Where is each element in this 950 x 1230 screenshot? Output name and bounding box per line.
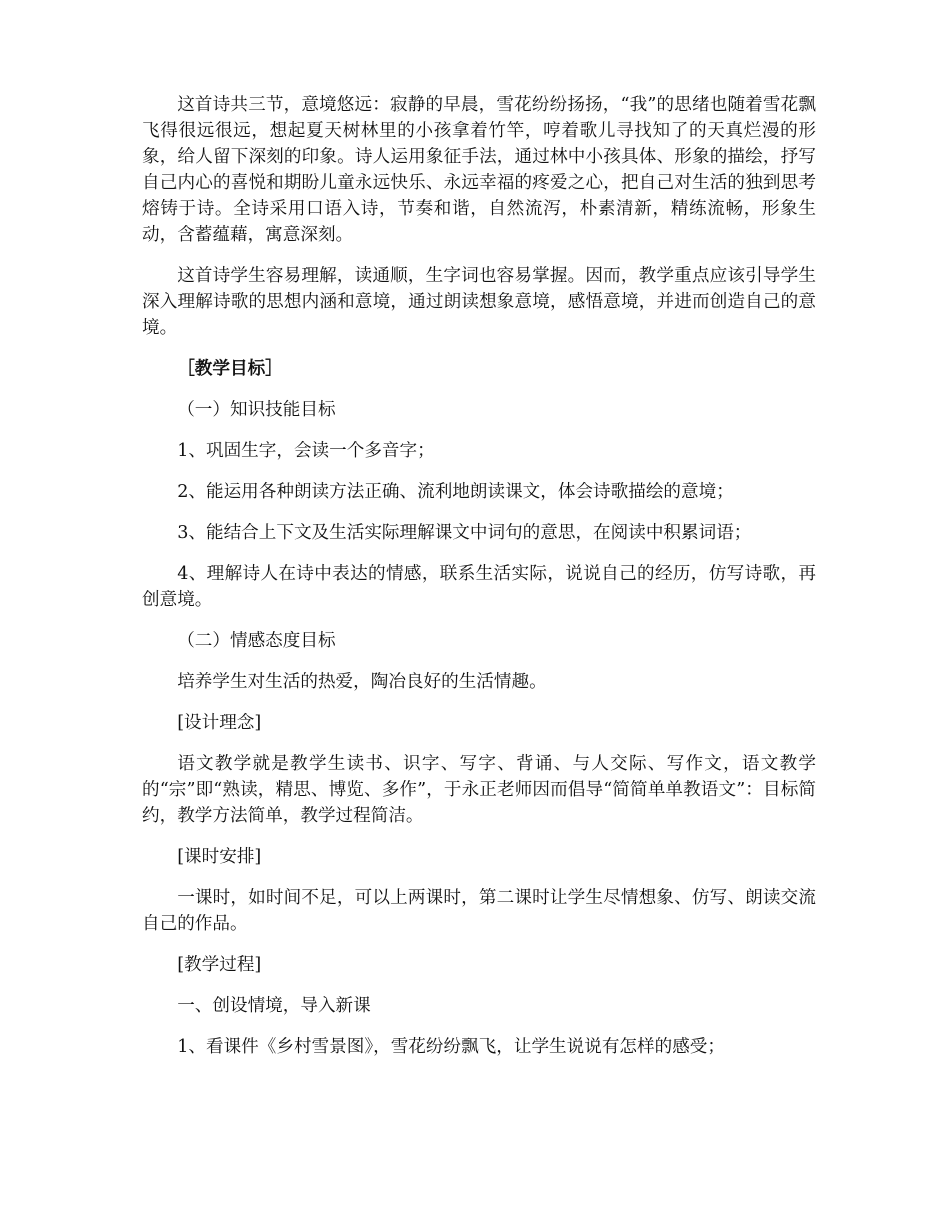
list-item-goal-3: 3、能结合上下文及生活实际理解课文中词句的意思，在阅读中积累词语； [177, 523, 752, 543]
paragraph-class-schedule: 一课时，如时间不足，可以上两课时，第二课时让学生尽情想象、仿写、朗读交流自己的作品。 [142, 888, 816, 934]
section-heading-design-concept: [设计理念] [177, 713, 262, 733]
process-substep-1: 1、看课件《乡村雪景图》，雪花纷纷飘飞，让学生说说有怎样的感受； [177, 1037, 725, 1057]
subheading-knowledge-goals: （一）知识技能目标 [177, 400, 336, 420]
process-step-1: 一、创设情境，导入新课 [177, 996, 371, 1016]
section-heading-teaching-process: [教学过程] [177, 955, 262, 975]
paragraph-intro-2: 这首诗学生容易理解，读通顺，生字词也容易掌握。因而，教学重点应该引导学生深入理解诗歌的思想内涵和意境，通过朗读想象意境，感悟意境，并进而创造自己的意境。 [142, 266, 816, 338]
paragraph-intro-1: 这首诗共三节，意境悠远：寂静的早晨，雪花纷纷扬扬，“我”的思绪也随着雪花飘飞得很远很远，想起夏天树林里的小孩拿着竹竿，哼着歌儿寻找知了的天真烂漫的形象，给人留下深刻的印象。诗人运用象征手法，通过林中小孩具体、形象的描绘，抒写自己内心的喜悦和期盼儿童永远快乐、永远幸福的疼爱之心，把自己对生活的独到思考熔铸于诗。全诗采用口语入诗，节奏和谐，自然流泻，朴素清新，精练流畅，形象生动，含蓄蕴藉，寓意深刻。 [142, 95, 816, 245]
list-item-goal-2: 2、能运用各种朗读方法正确、流利地朗读课文，体会诗歌描绘的意境； [177, 482, 734, 502]
section-heading-class-schedule: [课时安排] [177, 847, 262, 867]
paragraph-emotion-goal: 培养学生对生活的热爱，陶冶良好的生活情趣。 [177, 672, 547, 692]
section-heading-teaching-goals: ［教学目标］ [177, 358, 283, 379]
document-body [142, 92, 816, 1075]
list-item-goal-4: 4、理解诗人在诗中表达的情感，联系生活实际，说说自己的经历，仿写诗歌，再创意境。 [142, 564, 816, 610]
paragraph-design-concept: 语文教学就是教学生读书、识字、写字、背诵、与人交际、写作文，语文教学的“宗”即“熟读，精思、博览、多作”，于永正老师因而倡导“简简单单教语文”：目标简约，教学方法简单，教学过程简洁。 [142, 754, 816, 826]
list-item-goal-1: 1、巩固生字，会读一个多音字； [177, 441, 435, 461]
subheading-emotion-goals: （二）情感态度目标 [177, 631, 336, 651]
